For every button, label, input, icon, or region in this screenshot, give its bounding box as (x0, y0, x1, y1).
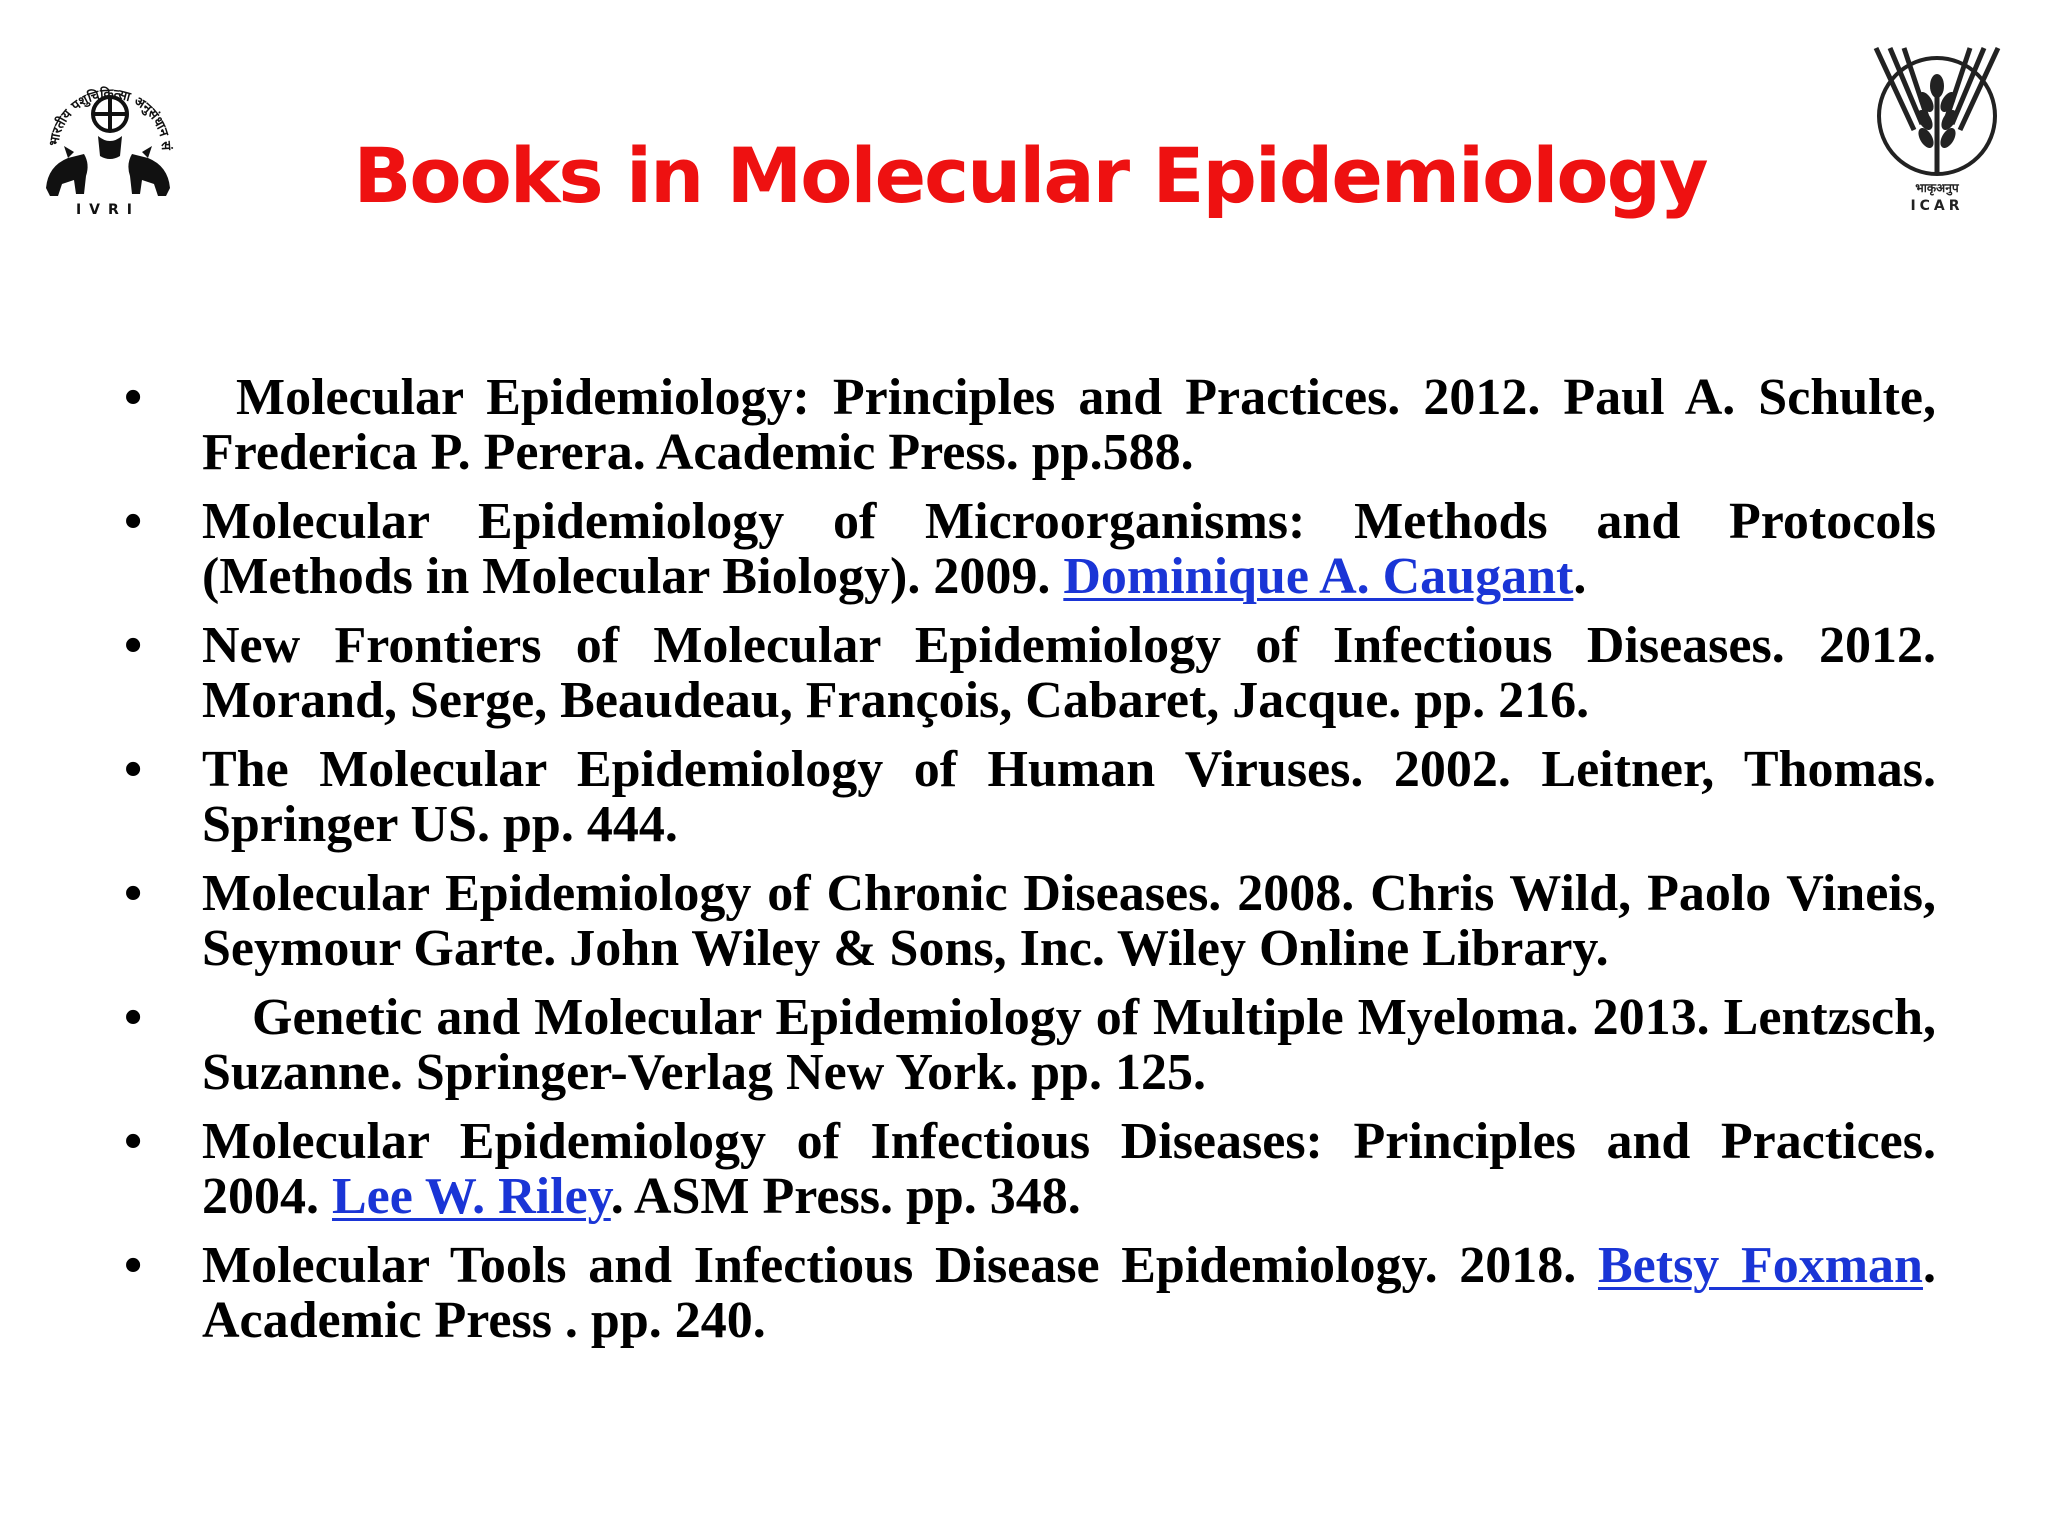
book-citation: Molecular Epidemiology of Microorganisms: Methods and Protocols (Methods in Molecular Biology). 2009. (202, 493, 1936, 605)
bullet: • (124, 989, 143, 1046)
icar-emblem-icon (1862, 46, 2012, 216)
book-item (118, 618, 1936, 728)
bullet: • (124, 369, 143, 426)
svg-text:भारतीय पशुचिकित्सा अनुसंधान सं (28, 38, 174, 152)
book-list (118, 370, 1936, 1362)
icar-caption-hindi: भाकृअनुप (1915, 181, 1959, 195)
ivri-ring-text: भारतीय पशुचिकित्सा अनुसंधान सं (46, 86, 174, 151)
book-item (118, 866, 1936, 976)
book-citation: Molecular Epidemiology of Infectious Diseases: Principles and Practices. 2004. (202, 1113, 1936, 1225)
book-citation: New Frontiers of Molecular Epidemiology of Infectious Diseases. 2012. Morand, Serge, Beaudeau, François, Cabaret, Jacque. pp. 216. (202, 617, 1936, 729)
book-citation-tail: . Academic Press . pp. 240. (202, 1237, 1936, 1349)
ivri-caption: IVRI (75, 202, 141, 216)
book-item (118, 370, 1936, 480)
ivri-emblem-icon (28, 38, 188, 216)
book-citation: Molecular Epidemiology: Principles and Practices. 2012. Paul A. Schulte, Frederica P. Perera. Academic Press. pp.588. (202, 369, 1936, 481)
book-citation: Molecular Tools and Infectious Disease Epidemiology. 2018. (202, 1237, 1598, 1294)
book-citation: The Molecular Epidemiology of Human Viruses. 2002. Leitner, Thomas. Springer US. pp. 444. (202, 741, 1936, 853)
book-citation: Genetic and Molecular Epidemiology of Multiple Myeloma. 2013. Lentzsch, Suzanne. Springer-Verlag New York. pp. 125. (202, 989, 1936, 1101)
bullet: • (124, 741, 143, 798)
book-citation-tail: . ASM Press. pp. 348. (610, 1168, 1081, 1225)
bullet: • (124, 493, 143, 550)
bullet: • (124, 1113, 143, 1170)
author-link[interactable]: Betsy Foxman (1597, 1237, 1923, 1294)
book-item (118, 1114, 1936, 1224)
bullet: • (124, 865, 143, 922)
bullet: • (124, 1237, 143, 1294)
book-item (118, 1238, 1936, 1348)
book-citation: Molecular Epidemiology of Chronic Diseases. 2008. Chris Wild, Paolo Vineis, Seymour Garte. John Wiley & Sons, Inc. Wiley Online Library. (202, 865, 1936, 977)
book-item (118, 742, 1936, 852)
book-item (118, 990, 1936, 1100)
slide-title: Books in Molecular Epidemiology (353, 131, 1707, 220)
icar-caption: ICAR (1910, 198, 1964, 214)
book-item (118, 494, 1936, 604)
bullet: • (124, 617, 143, 674)
author-link[interactable]: Dominique A. Caugant (1063, 548, 1574, 605)
book-citation-tail: . (1573, 548, 1587, 605)
author-link[interactable]: Lee W. Riley (332, 1168, 611, 1225)
